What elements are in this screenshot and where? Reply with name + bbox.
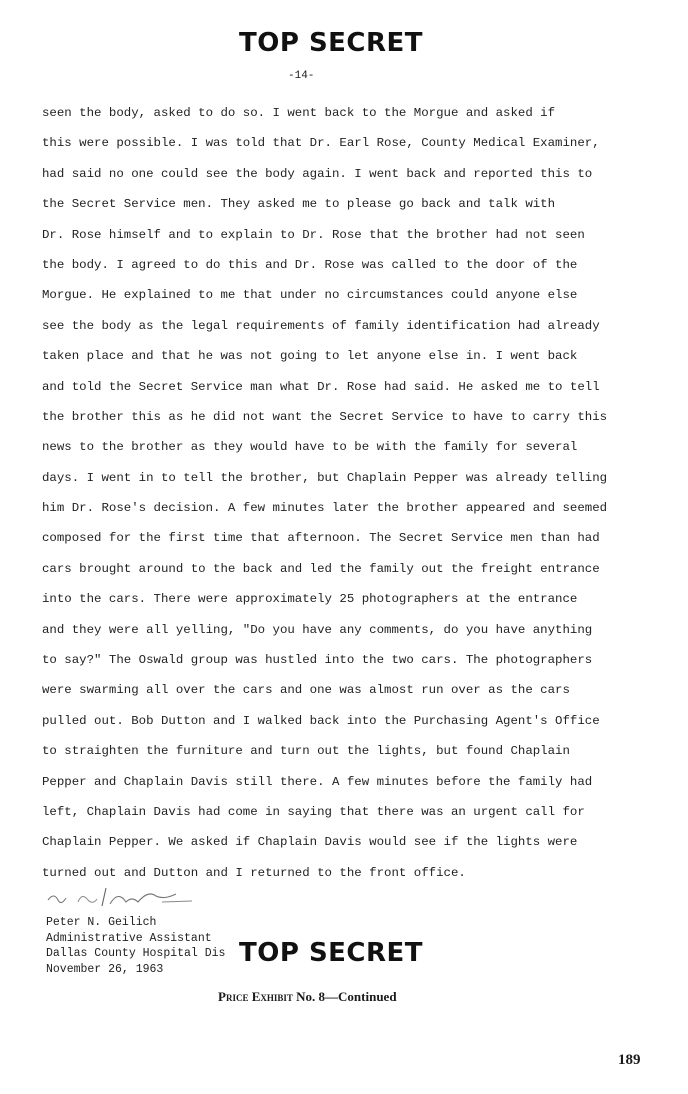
body-line: were swarming all over the cars and one was almost run over as the cars [42, 683, 570, 698]
letter-date: November 26, 1963 [46, 962, 164, 976]
page-folio: 189 [618, 1052, 641, 1068]
body-line: pulled out. Bob Dutton and I walked back into the Purchasing Agent's Office [42, 713, 600, 728]
body-line: the body. I agreed to do this and Dr. Rose was called to the door of the [42, 257, 578, 272]
signer-title: Administrative Assistant [46, 931, 212, 945]
page-number: -14- [288, 70, 315, 82]
body-line: news to the brother as they would have to be with the family for several [42, 440, 578, 455]
top-secret-stamp-header: TOP SECRET [239, 28, 424, 58]
body-line: the brother this as he did not want the Secret Service to have to carry this [42, 409, 608, 424]
body-line: left, Chaplain Davis had come in saying that there was an urgent call for [42, 804, 585, 819]
exhibit-caption-number: No. 8—Continued [292, 989, 397, 1004]
body-line: composed for the first time that afternoon. The Secret Service men than had [42, 531, 600, 546]
body-line: to straighten the furniture and turn out the lights, but found Chaplain [42, 744, 570, 759]
body-line: seen the body, asked to do so. I went back to the Morgue and asked if [42, 106, 556, 120]
signer-organization: Dallas County Hospital Dis [46, 947, 226, 961]
body-line: days. I went in to tell the brother, but Chaplain Pepper was already telling [42, 470, 608, 485]
body-line: to say?" The Oswald group was hustled into the two cars. The photographers [42, 653, 593, 668]
body-line: and they were all yelling, "Do you have any comments, do you have anything [42, 622, 593, 637]
exhibit-caption-label: Price Exhibit [218, 989, 293, 1004]
body-line: him Dr. Rose's decision. A few minutes later the brother appeared and seemed [42, 501, 608, 516]
body-line: Pepper and Chaplain Davis still there. A few minutes before the family had [42, 774, 593, 789]
top-secret-stamp-footer: TOP SECRET [239, 938, 424, 968]
body-line: cars brought around to the back and led the family out the freight entrance [42, 561, 600, 576]
body-line: Dr. Rose himself and to explain to Dr. Rose that the brother had not seen [42, 227, 585, 242]
signer-name: Peter N. Geilich [46, 916, 157, 929]
body-line: into the cars. There were approximately 25 photographers at the entrance [42, 592, 578, 607]
body-line: Chaplain Pepper. We asked if Chaplain Davis would see if the lights were [42, 835, 578, 850]
letter-body [42, 104, 642, 894]
body-line: the Secret Service men. They asked me to please go back and talk with [42, 197, 556, 212]
body-line: taken place and that he was not going to let anyone else in. I went back [42, 349, 578, 364]
body-line: see the body as the legal requirements of family identification had already [42, 318, 600, 333]
body-line: this were possible. I was told that Dr. Earl Rose, County Medical Examiner, [42, 136, 600, 151]
body-line: and told the Secret Service man what Dr. Rose had said. He asked me to tell [42, 379, 600, 394]
body-line: had said no one could see the body again. I went back and reported this to [42, 166, 593, 181]
body-line: Morgue. He explained to me that under no circumstances could anyone else [42, 288, 578, 303]
exhibit-caption [218, 989, 397, 1005]
body-line: turned out and Dutton and I returned to the front office. [42, 865, 466, 880]
handwritten-signature [44, 882, 204, 912]
signature-block [46, 915, 225, 977]
